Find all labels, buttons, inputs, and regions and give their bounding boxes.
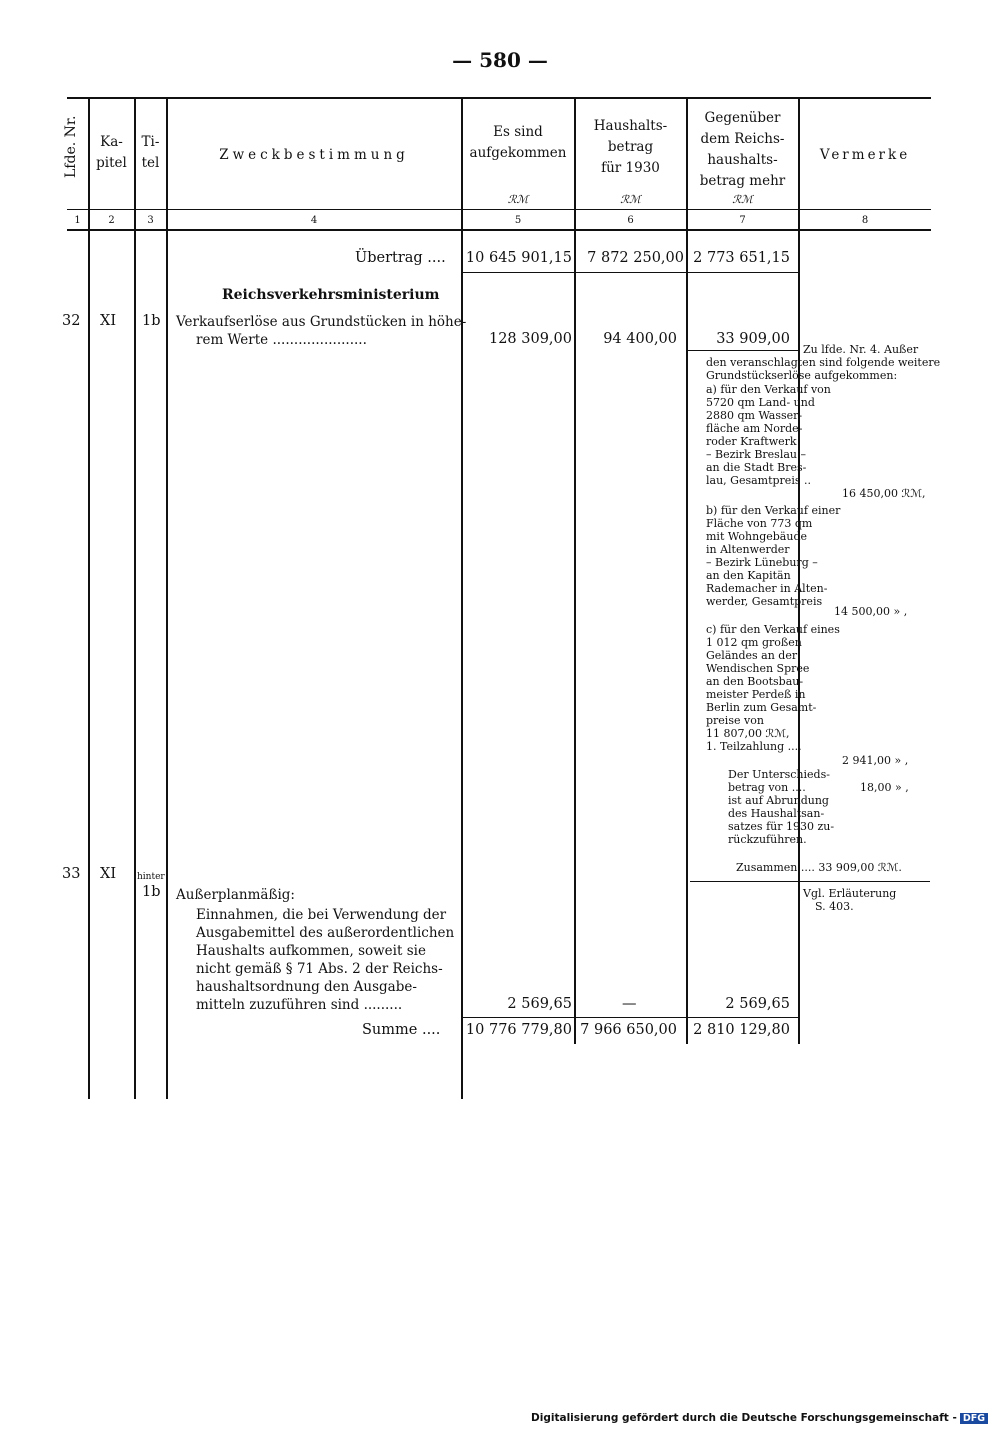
note-line: c) für den Verkauf eines (706, 623, 840, 636)
header-lfde-nr: Lfde. Nr. (63, 115, 79, 178)
row32-rule (687, 350, 799, 351)
note-line: ist auf Abrundung (728, 794, 829, 807)
table-top-rule (67, 97, 931, 99)
note-line: a) für den Verkauf von (706, 383, 831, 396)
row33-c6: — (622, 996, 637, 1012)
note-intro-1: Zu lfde. Nr. 4. Außer (803, 343, 919, 356)
uebertrag-c6: 7 872 250,00 (587, 250, 684, 266)
row33-line: haushaltsordnung den Ausgabe- (196, 979, 417, 995)
note-total: Zusammen .... 33 909,00 ℛℳ. (736, 861, 902, 874)
col-sep-7 (798, 99, 800, 1044)
note-amount-a: 16 450,00 ℛℳ, (842, 487, 926, 500)
col-sep-6 (686, 99, 688, 1044)
header-mehr: Gegenüber dem Reichs- haushalts- betrag mehr (699, 110, 786, 189)
colnum-6: 6 (627, 215, 634, 226)
note-intro-2: den veranschlagten sind folgende weitere (706, 356, 941, 369)
row33-titel: 1b (142, 884, 161, 900)
note-line: in Altenwerder (706, 543, 790, 556)
note-line: satzes für 1930 zu- (728, 820, 835, 833)
note-line: rückzuführen. (728, 833, 807, 846)
row32-c5: 128 309,00 (488, 331, 572, 347)
unit-col6: ℛℳ (620, 193, 641, 206)
header-titel: Ti- tel (141, 134, 160, 171)
unit-col7: ℛℳ (732, 193, 753, 206)
note-line: mit Wohngebäude (706, 530, 808, 543)
colnum-4: 4 (310, 215, 318, 226)
note-line: werder, Gesamtpreis (706, 595, 823, 608)
row33-line: mitteln zuzuführen sind ......... (196, 997, 403, 1013)
unit-col5: ℛℳ (507, 193, 529, 206)
col-sep-1 (88, 99, 90, 1099)
note-amount-b: 14 500,00 » , (834, 605, 908, 618)
note-line: des Haushaltsan- (728, 807, 825, 820)
header-rule (67, 209, 931, 210)
note-line: 1 012 qm großen (706, 636, 802, 649)
summe-c5: 10 776 779,80 (465, 1022, 572, 1038)
note-total-rule (690, 881, 930, 882)
row33-line: Ausgabemittel des außerordentlichen (196, 925, 455, 941)
note-line: Geländes an der (706, 649, 798, 662)
colnum-2: 2 (108, 215, 115, 226)
header-haushaltsbetrag: Haushalts- betrag für 1930 (593, 118, 668, 176)
note-line: 1. Teilzahlung .... (706, 740, 802, 753)
note-line: Fläche von 773 qm (706, 517, 813, 530)
note-amount-c2: 18,00 » , (860, 781, 909, 794)
note-line: fläche am Norde- (706, 422, 803, 435)
page-number: — 580 — (452, 48, 548, 72)
colnum-3: 3 (147, 215, 154, 226)
row33-line: Haushalts aufkommen, soweit sie (196, 943, 426, 959)
header-zweckbestimmung: Zweckbestimmung (219, 147, 409, 163)
note-line: roder Kraftwerk (706, 435, 797, 448)
dfg-logo: DFG (960, 1413, 988, 1424)
uebertrag-c7: 2 773 651,15 (693, 250, 790, 266)
row32-c6: 94 400,00 (603, 331, 677, 347)
note-line: an die Stadt Bres- (706, 461, 807, 474)
note-line: betrag von .... (728, 781, 806, 794)
summe-rule (462, 1017, 798, 1018)
row32-titel: 1b (142, 313, 161, 329)
note-line: preise von (706, 714, 764, 727)
row32-text2: rem Werte ...................... (196, 332, 367, 348)
note-line: an den Kapitän (706, 569, 791, 582)
note-vgl-2: S. 403. (815, 900, 854, 913)
row32-text1: Verkaufserlöse aus Grundstücken in höhe- (176, 314, 467, 330)
header-vermerke: Vermerke (819, 147, 911, 163)
uebertrag-rule (462, 272, 798, 273)
note-amount-c1: 2 941,00 » , (842, 754, 909, 767)
row33-line: Einnahmen, die bei Verwendung der (196, 907, 447, 923)
note-line: – Bezirk Breslau – (706, 448, 806, 461)
colnum-1: 1 (74, 215, 81, 226)
note-line: Der Unterschieds- (728, 768, 830, 781)
row33-title: Außerplanmäßig: (176, 887, 295, 903)
summe-c7: 2 810 129,80 (693, 1022, 790, 1038)
note-line: 5720 qm Land- und (706, 396, 815, 409)
uebertrag-c5: 10 645 901,15 (465, 250, 572, 266)
note-intro-3: Grundstückserlöse aufgekommen: (706, 369, 898, 382)
row33-c5: 2 569,65 (507, 996, 572, 1012)
footer-text: Digitalisierung gefördert durch die Deutsche Forschungsgemeinschaft - (531, 1412, 957, 1424)
note-line: – Bezirk Lüneburg – (706, 556, 818, 569)
ministry-heading: Reichsverkehrsministerium (222, 287, 440, 303)
row33-kapitel: XI (100, 866, 117, 882)
col-sep-2 (134, 99, 136, 1099)
row32-c7: 33 909,00 (716, 331, 790, 347)
row32-kapitel: XI (100, 313, 117, 329)
footer-credit (531, 1412, 988, 1424)
note-vgl-1: Vgl. Erläuterung (803, 887, 897, 900)
note-line: 11 807,00 ℛℳ, (706, 727, 790, 740)
row32-nr: 32 (62, 313, 81, 329)
header-kapitel: Ka- pitel (96, 134, 127, 171)
summe-label: Summe .... (362, 1022, 441, 1038)
note-line: Wendischen Spree (706, 662, 810, 675)
row33-c7: 2 569,65 (725, 996, 790, 1012)
row33-nr: 33 (62, 866, 81, 882)
header-aufgekommen: Es sind aufgekommen (469, 124, 567, 161)
note-line: an den Bootsbau- (706, 675, 804, 688)
summe-c6: 7 966 650,00 (580, 1022, 677, 1038)
uebertrag-label: Übertrag .... (355, 250, 446, 266)
colnum-5: 5 (514, 215, 522, 226)
row33-line: nicht gemäß § 71 Abs. 2 der Reichs- (196, 961, 443, 977)
note-line: b) für den Verkauf einer (706, 504, 841, 517)
row33-hinter: hinter (137, 872, 165, 882)
note-line: 2880 qm Wasser- (706, 409, 803, 422)
colnum-rule (67, 229, 931, 231)
note-line: meister Perdeß in (706, 688, 806, 701)
colnum-7: 7 (739, 215, 746, 226)
col-sep-5 (574, 99, 576, 1044)
col-sep-3 (166, 99, 168, 1099)
note-line: Berlin zum Gesamt- (706, 701, 817, 714)
col-sep-4 (461, 99, 463, 1099)
colnum-8: 8 (861, 215, 869, 226)
note-line: Rademacher in Alten- (706, 582, 828, 595)
note-line: lau, Gesamtpreis .. (706, 474, 811, 487)
